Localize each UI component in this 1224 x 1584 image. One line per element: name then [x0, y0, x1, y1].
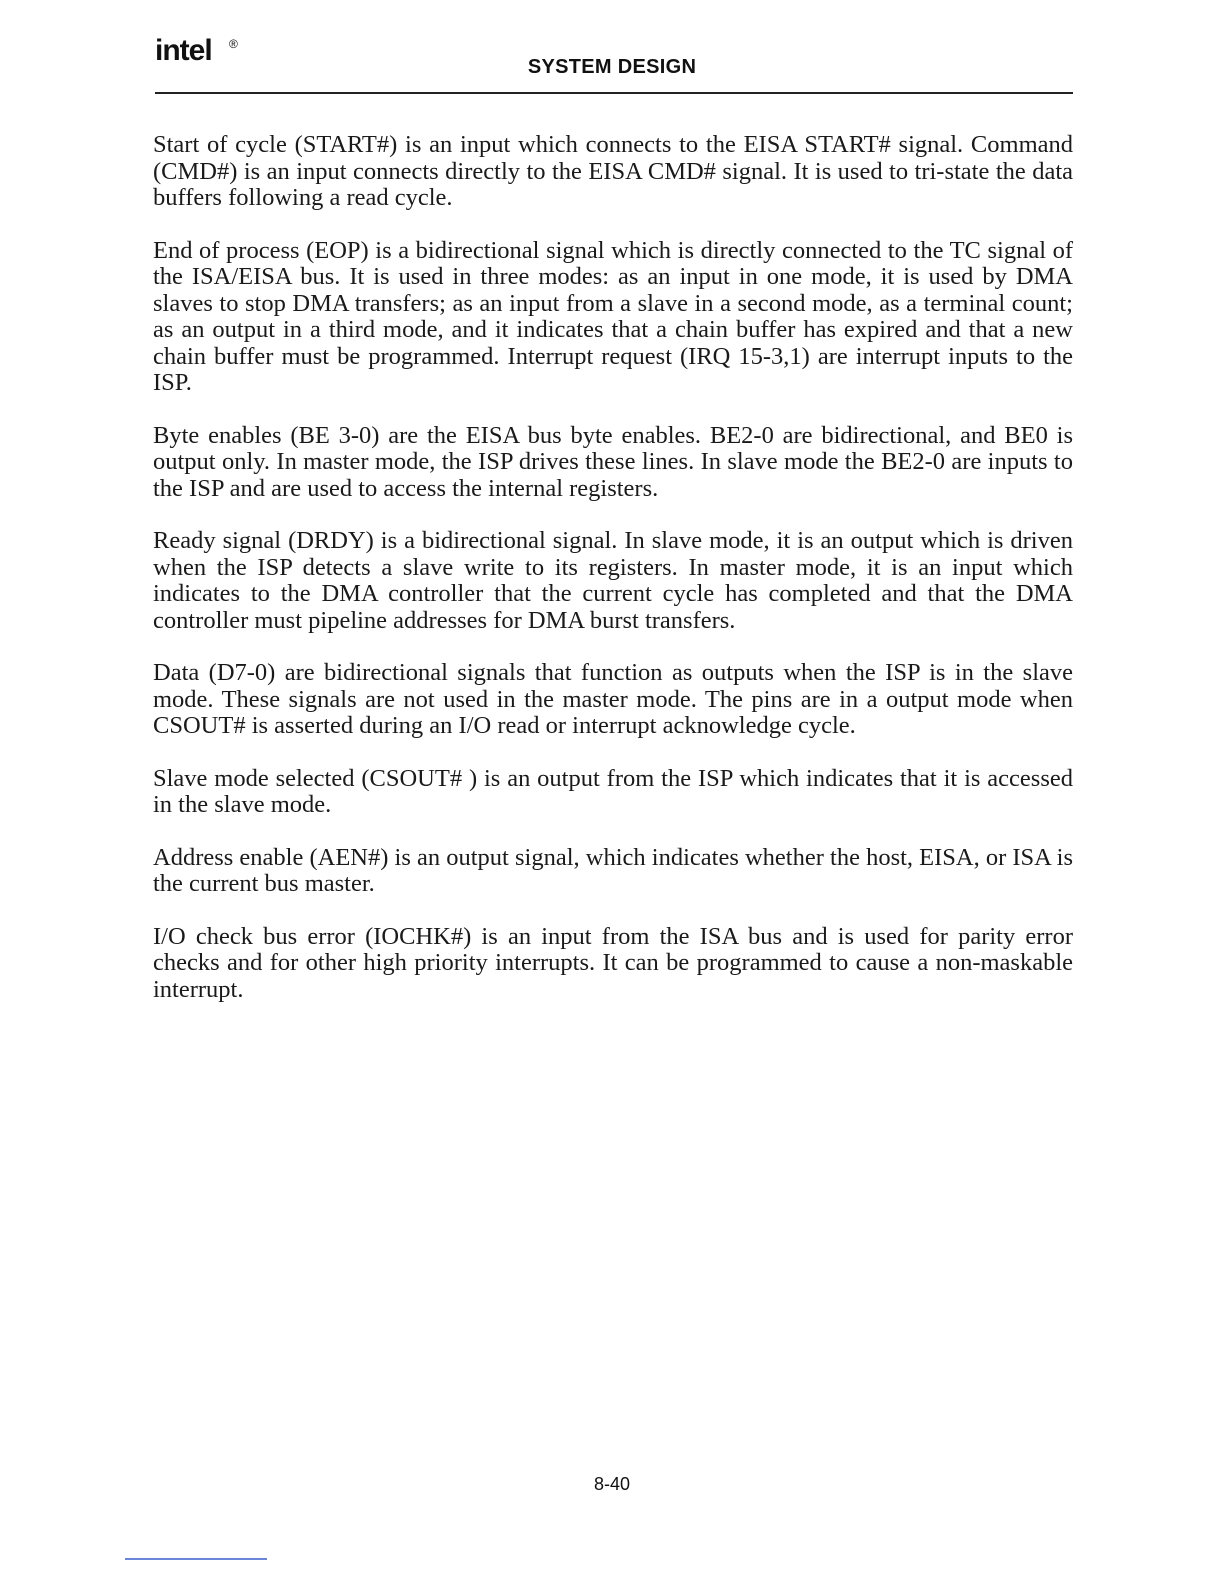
paragraph-end-of-process: End of process (EOP) is a bidirectional signal which is directly connected to the TC signal of the ISA/EISA bus. It is used in three modes: as an input in one mode, it is used by DMA slaves to stop DMA transfers; as an input from a slave in a second mode, as a terminal count; as an output in a third mode, and it indicates that a chain buffer has expired and that a new chain buffer must be programmed. Interrupt request (IRQ 15-3,1) are interrupt inputs to the ISP. — [153, 236, 1073, 396]
paragraph-byte-enables: Byte enables (BE 3-0) are the EISA bus byte enables. BE2-0 are bidirectional, and BE0 is output only. In master mode, the ISP drives these lines. In slave mode the BE2-0 are inputs to the ISP and are used to access the internal registers. — [153, 421, 1073, 502]
scan-edge-line — [125, 1558, 267, 1560]
paragraph-io-check: I/O check bus error (IOCHK#) is an input from the ISA bus and is used for parity error checks and for other high priority interrupts. It can be programmed to cause a non-maskable interrupt. — [153, 922, 1073, 1003]
body-text — [153, 132, 1073, 1029]
logo-text: intel — [155, 34, 212, 67]
page-number: 8-40 — [593, 1474, 631, 1494]
paragraph-address-enable: Address enable (AEN#) is an output signal, which indicates whether the host, EISA, or ISA is the current bus master. — [153, 843, 1073, 897]
header-divider — [155, 92, 1073, 94]
page-title: SYSTEM DESIGN — [527, 56, 697, 78]
page-header — [0, 0, 1224, 100]
paragraph-slave-mode: Slave mode selected (CSOUT# ) is an output from the ISP which indicates that it is accessed in the slave mode. — [153, 764, 1073, 818]
registered-mark: ® — [229, 37, 238, 51]
paragraph-start-cycle: Start of cycle (START#) is an input which connects to the EISA START# signal. Command (CMD#) is an input connects directly to the EISA CMD# signal. It is used to tri-state the data buffers following a read cycle. — [153, 131, 1073, 211]
paragraph-ready-signal: Ready signal (DRDY) is a bidirectional signal. In slave mode, it is an output which is driven when the ISP detects a slave write to its registers. In master mode, it is an input which indicates to the DMA controller that the current cycle has completed and that the DMA controller must pipeline addresses for DMA burst transfers. — [153, 527, 1073, 634]
paragraph-data: Data (D7-0) are bidirectional signals that function as outputs when the ISP is in the slave mode. These signals are not used in the master mode. The pins are in a output mode when CSOUT# is asserted during an I/O read or interrupt acknowledge cycle. — [153, 659, 1073, 739]
